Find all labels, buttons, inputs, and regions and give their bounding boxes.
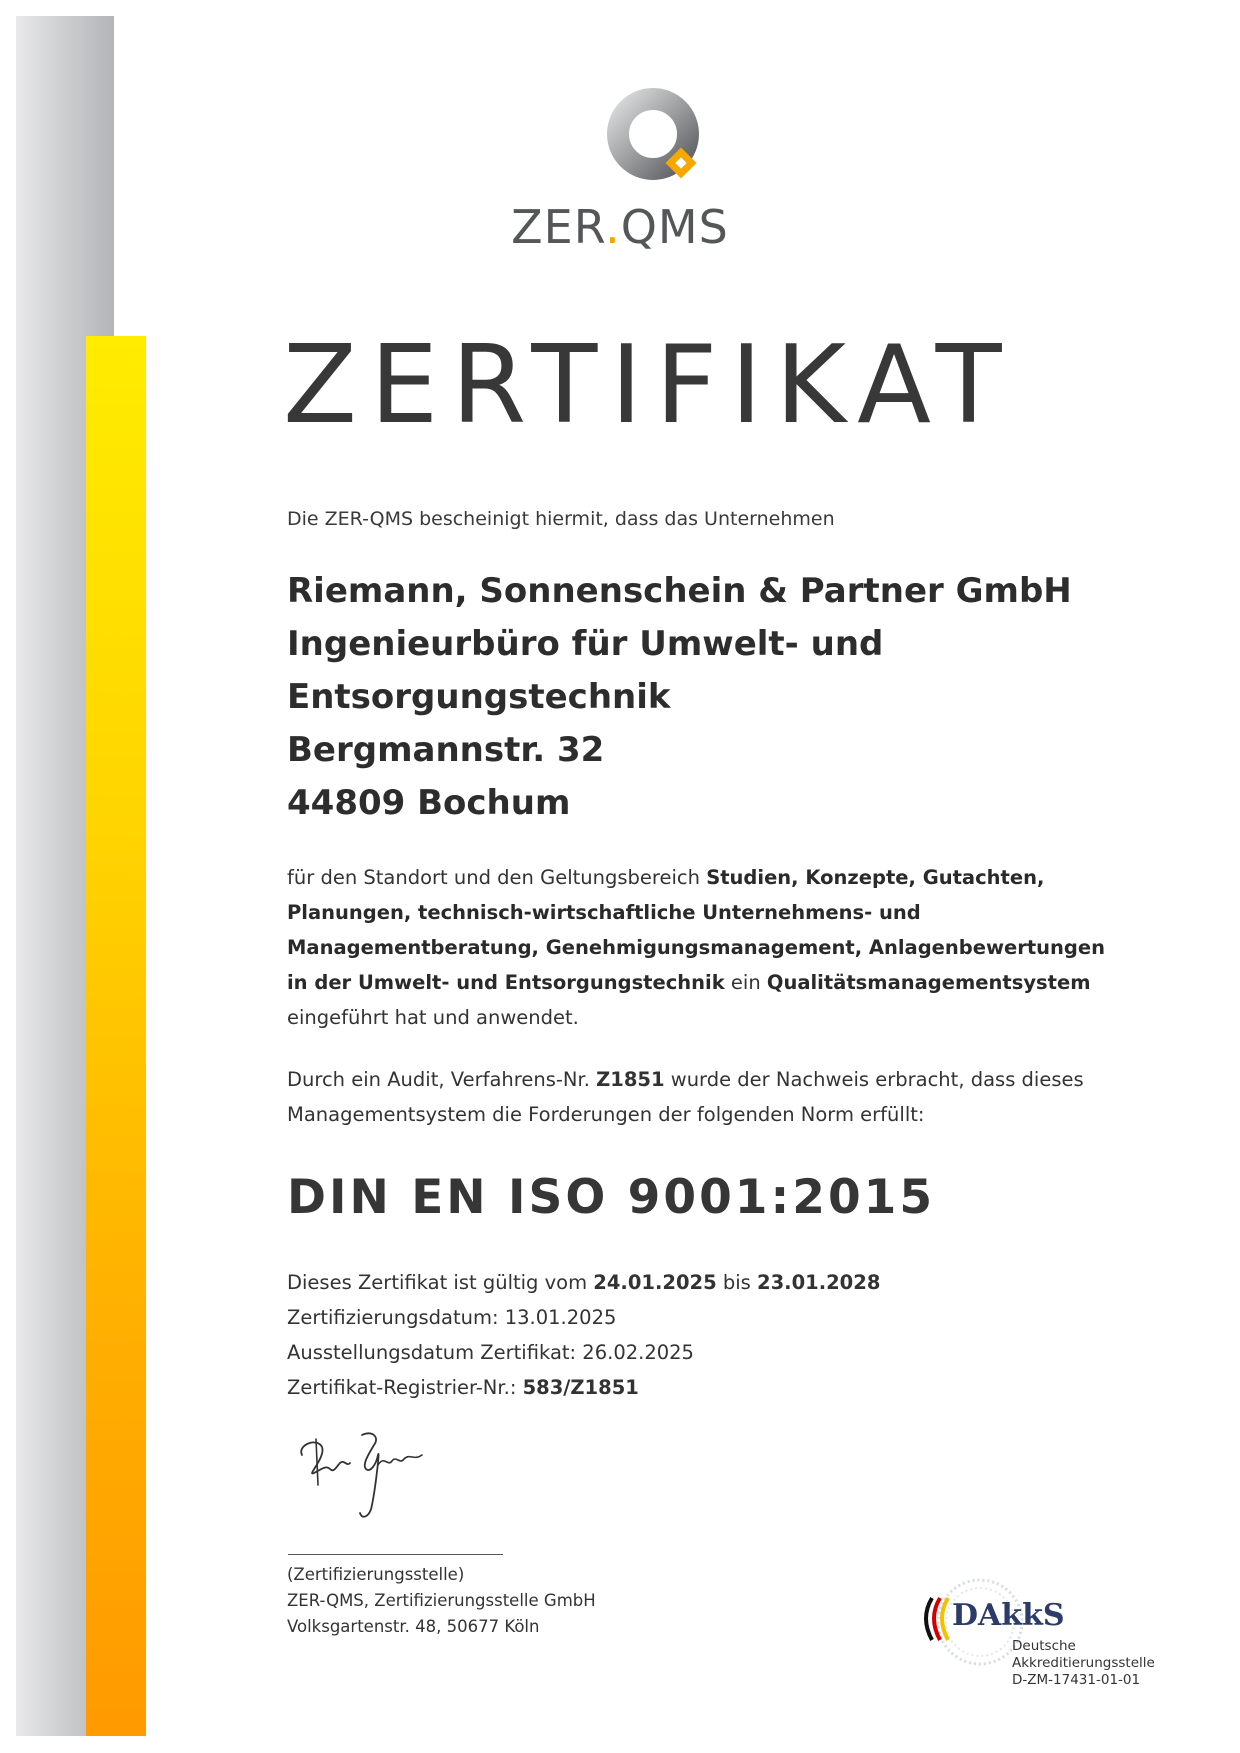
scope-area: Studien, Konzepte, Gutachten, Planungen, technisch-wirtschaftliche Unternehmens- und Managementberatung, Genehmigungsmanagement, Anlagenbewertungen in der Umwelt- und Entsorgungstechnik xyxy=(287,866,1105,994)
registration-number: Zertifikat-Registrier-Nr.: 583/Z1851 xyxy=(287,1376,639,1399)
scope-paragraph: für den Standort und den Geltungsbereich Studien, Konzepte, Gutachten, Planungen, technisch-wirtschaftliche Unternehmens- und Managementberatung, Genehmigungsmanagement, Anlagenbewertungen in der Umwelt- und Entsorgungstechnik ein Qualitätsmanagementsystem eingeführt hat und anwendet. xyxy=(287,866,1105,1029)
zer-qms-logo-icon xyxy=(598,82,708,192)
dakks-name: DAkkS xyxy=(952,1598,1065,1633)
issuer-role: (Zertifizierungsstelle) xyxy=(287,1565,465,1584)
decorative-gold-stripe xyxy=(86,336,146,1736)
issuer-block xyxy=(287,1562,596,1640)
signature-line xyxy=(288,1554,503,1555)
company-name: Riemann, Sonnenschein & Partner GmbH xyxy=(287,571,1072,611)
handwritten-signature xyxy=(292,1425,462,1535)
validity-block xyxy=(287,1265,880,1405)
issuer-address: Volksgartenstr. 48, 50677 Köln xyxy=(287,1617,540,1636)
certificate-title: ZERTIFIKAT xyxy=(283,323,1015,448)
issuer-name: ZER-QMS, Zertifizierungsstelle GmbH xyxy=(287,1591,596,1610)
management-system-type: Qualitätsmanagementsystem xyxy=(766,971,1091,994)
procedure-number: Z1851 xyxy=(596,1068,665,1091)
certification-date: Zertifizierungsdatum: 13.01.2025 xyxy=(287,1306,617,1329)
company-street: Bergmannstr. 32 xyxy=(287,730,605,770)
company-city: 44809 Bochum xyxy=(287,783,571,823)
company-subtitle-line2: Entsorgungstechnik xyxy=(287,677,671,717)
company-subtitle-line1: Ingenieurbüro für Umwelt- und xyxy=(287,624,884,664)
intro-text: Die ZER-QMS bescheinigt hiermit, dass das Unternehmen xyxy=(287,508,835,530)
issue-date: Ausstellungsdatum Zertifikat: 26.02.2025 xyxy=(287,1341,694,1364)
norm-standard: DIN EN ISO 9001:2015 xyxy=(287,1170,936,1225)
validity-period: Dieses Zertifikat ist gültig vom 24.01.2025 bis 23.01.2028 xyxy=(287,1271,881,1294)
audit-paragraph: Durch ein Audit, Verfahrens-Nr. Z1851 wurde der Nachweis erbracht, dass dieses Managementsystem die Forderungen der folgenden Norm erfüllt: xyxy=(287,1068,1084,1126)
brand-name: ZER.QMS xyxy=(511,200,729,254)
company-block xyxy=(287,565,1072,830)
dakks-details: Deutsche Akkreditierungsstelle D-ZM-17431-01-01 xyxy=(1012,1638,1155,1688)
